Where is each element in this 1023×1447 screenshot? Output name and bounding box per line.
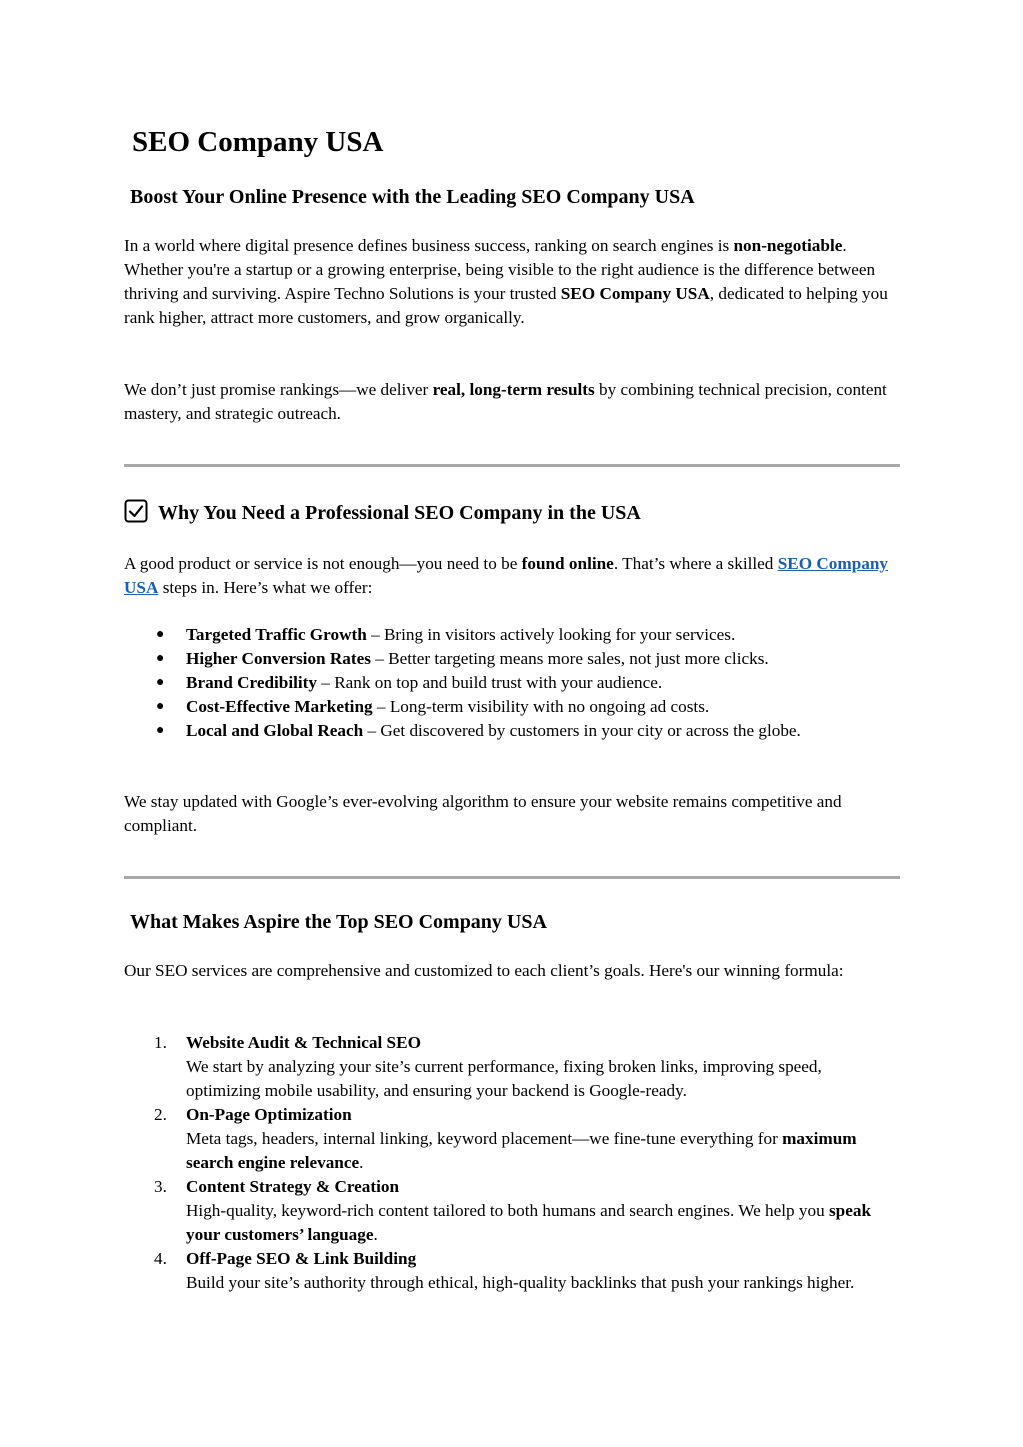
bullet-icon: ● xyxy=(156,651,165,666)
item-label: Brand Credibility xyxy=(186,673,317,692)
bold-text: SEO Company USA xyxy=(560,284,710,303)
text-run: , dedicated to helping you rank higher, attract more customers, and grow organically. xyxy=(124,284,888,327)
list-item xyxy=(124,1103,900,1175)
step-number: 3. xyxy=(154,1177,167,1196)
text-run: We don’t just promise rankings—we deliver xyxy=(124,380,433,399)
text-run: A good product or service is not enough—you need to be xyxy=(124,554,522,573)
item-label: Higher Conversion Rates xyxy=(186,649,371,668)
list-item xyxy=(124,695,900,719)
what-heading: What Makes Aspire the Top SEO Company USA xyxy=(130,911,547,933)
item-text: – Long-term visibility with no ongoing ad costs. xyxy=(372,697,710,716)
what-paragraph-1: Our SEO services are comprehensive and customized to each client’s goals. Here's our winning formula: xyxy=(124,961,844,980)
bold-text: maximum search engine relevance xyxy=(186,1129,857,1172)
intro-paragraph-1 xyxy=(124,234,900,330)
bullet-icon: ● xyxy=(156,627,165,642)
step-number: 1. xyxy=(154,1033,167,1052)
seo-company-link[interactable]: SEO Company USA xyxy=(124,554,889,597)
intro-paragraph-2 xyxy=(124,378,900,426)
step-text: We start by analyzing your site’s current performance, fixing broken links, improving speed, optimizing mobile usability, and ensuring your backend is Google-ready. xyxy=(186,1057,822,1100)
text-run: . xyxy=(359,1153,364,1172)
list-item xyxy=(124,671,900,695)
text-run: . Whether you're a startup or a growing enterprise, being visible to the right audience is the difference between thriving and surviving. Aspire Techno Solutions is your trusted xyxy=(124,236,876,303)
text-run: In a world where digital presence defines business success, ranking on search engines is xyxy=(124,236,734,255)
intro-heading: Boost Your Online Presence with the Leading SEO Company USA xyxy=(130,186,695,208)
why-paragraph-2: We stay updated with Google’s ever-evolving algorithm to ensure your website remains competitive and compliant. xyxy=(124,792,842,835)
step-text: Build your site’s authority through ethical, high-quality backlinks that push your rankings higher. xyxy=(186,1273,855,1292)
section-divider xyxy=(124,464,900,467)
checkbox-icon xyxy=(124,499,148,523)
item-text: – Rank on top and build trust with your audience. xyxy=(317,673,663,692)
page-title: SEO Company USA xyxy=(132,126,384,158)
list-item xyxy=(124,719,900,743)
formula-list xyxy=(124,1031,900,1295)
step-label: Content Strategy & Creation xyxy=(186,1177,400,1196)
bold-text: speak your customers’ language xyxy=(186,1201,872,1244)
text-run: . xyxy=(373,1225,378,1244)
step-text: High-quality, keyword-rich content tailored to both humans and search engines. We help you xyxy=(186,1201,829,1220)
bullet-icon: ● xyxy=(156,675,165,690)
bold-text: found online xyxy=(521,554,614,573)
item-text: – Bring in visitors actively looking for your services. xyxy=(366,625,736,644)
step-label: Website Audit & Technical SEO xyxy=(186,1033,421,1052)
text-run: steps in. Here’s what we offer: xyxy=(158,578,373,597)
step-number: 4. xyxy=(154,1249,167,1268)
list-item xyxy=(124,1175,900,1247)
step-label: On-Page Optimization xyxy=(186,1105,352,1124)
list-item xyxy=(124,1031,900,1103)
item-text: – Get discovered by customers in your city or across the globe. xyxy=(363,721,801,740)
bold-text: real, long-term results xyxy=(432,380,595,399)
benefits-list xyxy=(124,623,900,743)
item-label: Cost-Effective Marketing xyxy=(186,697,373,716)
item-label: Targeted Traffic Growth xyxy=(186,625,367,644)
list-item xyxy=(124,1247,900,1295)
why-heading xyxy=(124,498,641,528)
text-run: . That’s where a skilled xyxy=(613,554,778,573)
step-number: 2. xyxy=(154,1105,167,1124)
list-item xyxy=(124,647,900,671)
item-label: Local and Global Reach xyxy=(186,721,364,740)
step-label: Off-Page SEO & Link Building xyxy=(186,1249,417,1268)
bold-text: non-negotiable xyxy=(733,236,843,255)
why-heading-text: Why You Need a Professional SEO Company in the USA xyxy=(158,502,641,524)
list-item xyxy=(124,623,900,647)
bullet-icon: ● xyxy=(156,699,165,714)
why-paragraph-1 xyxy=(124,552,900,600)
text-run: by combining technical precision, content mastery, and strategic outreach. xyxy=(124,380,887,423)
bullet-icon: ● xyxy=(156,723,165,738)
step-text: Meta tags, headers, internal linking, keyword placement—we fine-tune everything for xyxy=(186,1129,783,1148)
item-text: – Better targeting means more sales, not just more clicks. xyxy=(370,649,769,668)
section-divider xyxy=(124,876,900,879)
